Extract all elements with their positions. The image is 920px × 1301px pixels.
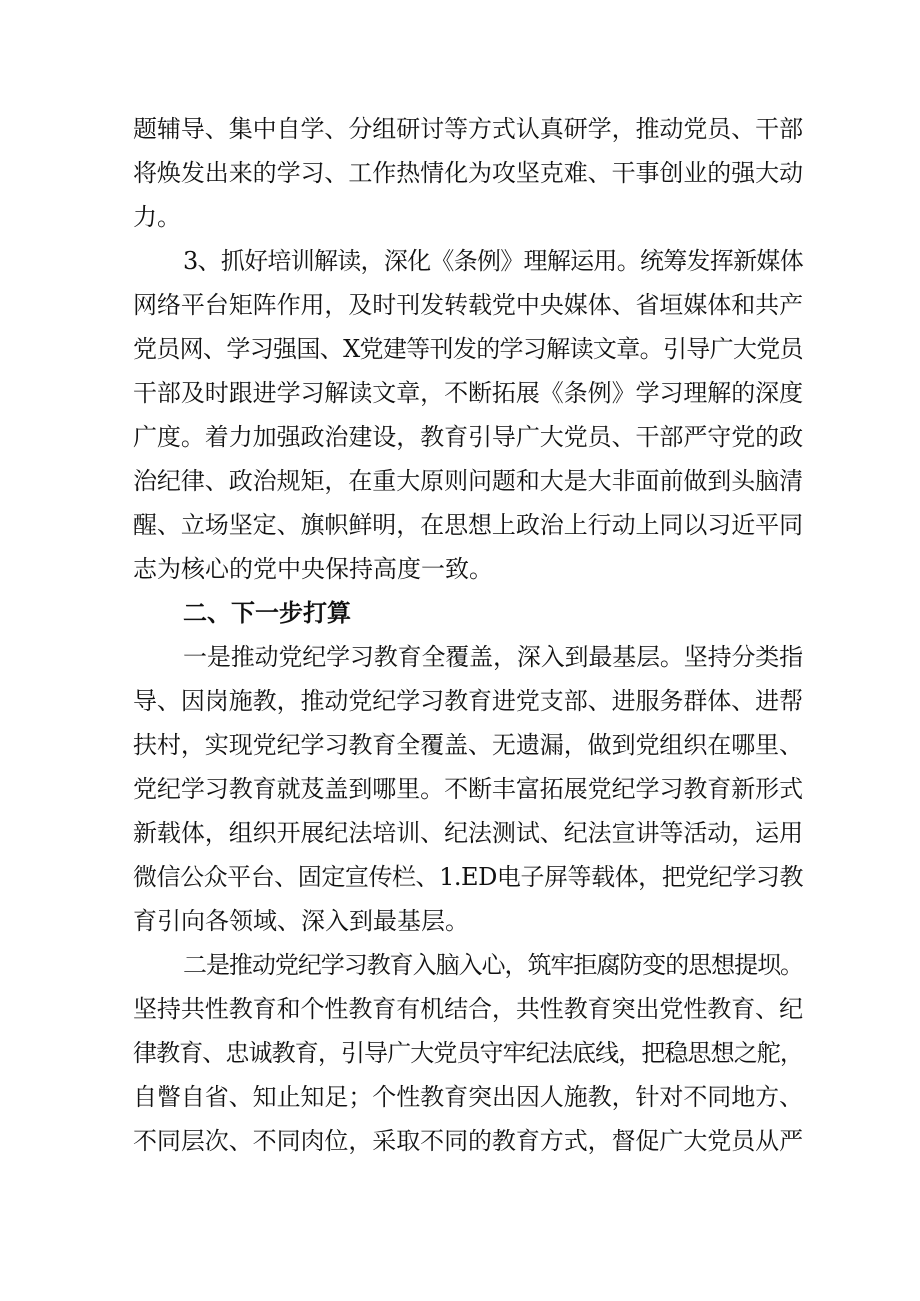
text-line: 扶村，实现党纪学习教育全覆盖、无遗漏，做到党组织在哪里、: [133, 731, 803, 759]
text-line: 不同层次、不同肉位，采取不同的教育方式，督促广大党员从严: [133, 1127, 803, 1155]
text-line: 志为核心的党中央保持高度一致。: [133, 555, 493, 583]
text-line: 力。: [133, 203, 181, 231]
section-heading: 二、下一步打算: [183, 599, 351, 627]
text-line: 醒、立场坚定、旗帜鲜明，在思想上政治上行动上同以习近平同: [133, 511, 803, 539]
text-line: 导、因岗施教，推动党纪学习教育进党支部、进服务群体、进帮: [133, 687, 803, 715]
text-line: 自瞥自省、知止知足；个性教育突出因人施教，针对不同地方、: [133, 1083, 803, 1111]
document-body: [133, 107, 803, 1163]
text-line: 微信公众平台、固定宣传栏、1.ED电子屏等载体，把党纪学习教: [133, 863, 803, 891]
text-line: 二是推动党纪学习教育入脑入心，筑牢拒腐防变的思想提坝。: [183, 951, 803, 979]
text-line: 网络平台矩阵作用，及时刊发转载党中央媒体、省垣媒体和共产: [133, 291, 803, 319]
text-line: 治纪律、政治规矩，在重大原则问题和大是大非面前做到头脑清: [133, 467, 803, 495]
text-line: 律教育、忠诚教育，引导广大党员守牢纪法底线，把稳思想之舵，: [133, 1039, 803, 1067]
text-line: 3、抓好培训解读，深化《条例》理解运用。统筹发挥新媒体: [183, 247, 803, 275]
text-line: 题辅导、集中自学、分组研讨等方式认真研学，推动党员、干部: [133, 115, 803, 143]
text-line: 新载体，组织开展纪法培训、纪法测试、纪法宣讲等活动，运用: [133, 819, 803, 847]
text-line: 干部及时跟进学习解读文章，不断拓展《条例》学习理解的深度: [133, 379, 803, 407]
text-line: 广度。着力加强政治建设，教育引导广大党员、干部严守党的政: [133, 423, 803, 451]
text-line: 党员网、学习强国、X党建等刊发的学习解读文章。引导广大党员: [133, 335, 803, 363]
text-line: 育引向各领域、深入到最基层。: [133, 907, 469, 935]
text-line: 一是推动党纪学习教育全覆盖，深入到最基层。坚持分类指: [183, 643, 803, 671]
text-line: 党纪学习教育就芨盖到哪里。不断丰富拓展党纪学习教育新形式: [133, 775, 803, 803]
text-line: 坚持共性教育和个性教育有机结合，共性教育突出党性教育、纪: [133, 995, 803, 1023]
text-line: 将焕发出来的学习、工作热情化为攻坚克难、干事创业的强大动: [133, 159, 803, 187]
